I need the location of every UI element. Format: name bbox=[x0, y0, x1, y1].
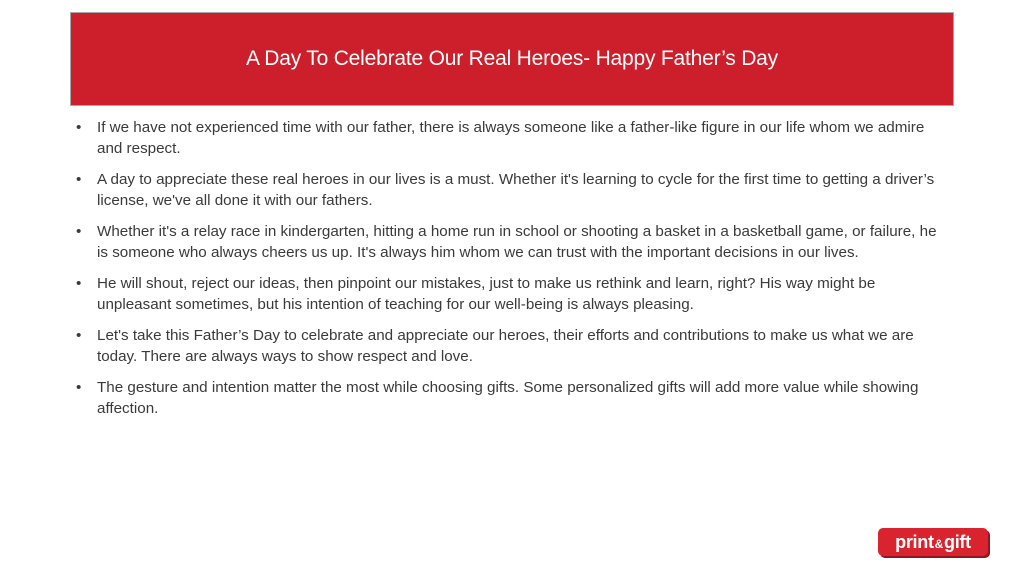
title-banner bbox=[70, 12, 954, 106]
bullet-icon: • bbox=[76, 119, 82, 136]
bullet-item bbox=[76, 325, 946, 367]
bullet-text: He will shout, reject our ideas, then pinpoint our mistakes, just to make us rethink and learn, right? His way might be unpleasant sometimes, but his intention of teaching for our well-being is always pleasing. bbox=[97, 275, 876, 313]
bullet-list bbox=[76, 117, 946, 429]
bullet-icon: • bbox=[76, 171, 82, 188]
bullet-item bbox=[76, 169, 946, 211]
slide-title: A Day To Celebrate Our Real Heroes- Happy Father’s Day bbox=[246, 47, 778, 70]
bullet-item bbox=[76, 221, 946, 263]
bullet-icon: • bbox=[76, 223, 82, 240]
logo-word-gift: gift bbox=[944, 532, 971, 552]
bullet-item bbox=[76, 117, 946, 159]
bullet-item bbox=[76, 377, 946, 419]
bullet-text: The gesture and intention matter the most while choosing gifts. Some personalized gifts will add more value while showing affection. bbox=[97, 379, 919, 417]
bullet-icon: • bbox=[76, 275, 82, 292]
bullet-text: A day to appreciate these real heroes in our lives is a must. Whether it's learning to cycle for the first time to getting a driver’s license, we've all done it with our fathers. bbox=[97, 171, 935, 209]
bullet-icon: • bbox=[76, 379, 82, 396]
bullet-text: Whether it's a relay race in kindergarten, hitting a home run in school or shooting a basket in a basketball game, or failure, he is someone who always cheers us up. It's always him whom we can trust with the important decisions in our lives. bbox=[97, 223, 937, 261]
bullet-text: Let's take this Father’s Day to celebrate and appreciate our heroes, their efforts and contributions to make us what we are today. There are always ways to show respect and love. bbox=[97, 327, 914, 365]
bullet-text: If we have not experienced time with our father, there is always someone like a father-like figure in our life whom we admire and respect. bbox=[97, 119, 925, 157]
bullet-icon: • bbox=[76, 327, 82, 344]
logo-ampersand: & bbox=[934, 537, 944, 551]
print-and-gift-logo bbox=[878, 528, 988, 556]
logo-word-print: print bbox=[895, 532, 934, 552]
bullet-item bbox=[76, 273, 946, 315]
